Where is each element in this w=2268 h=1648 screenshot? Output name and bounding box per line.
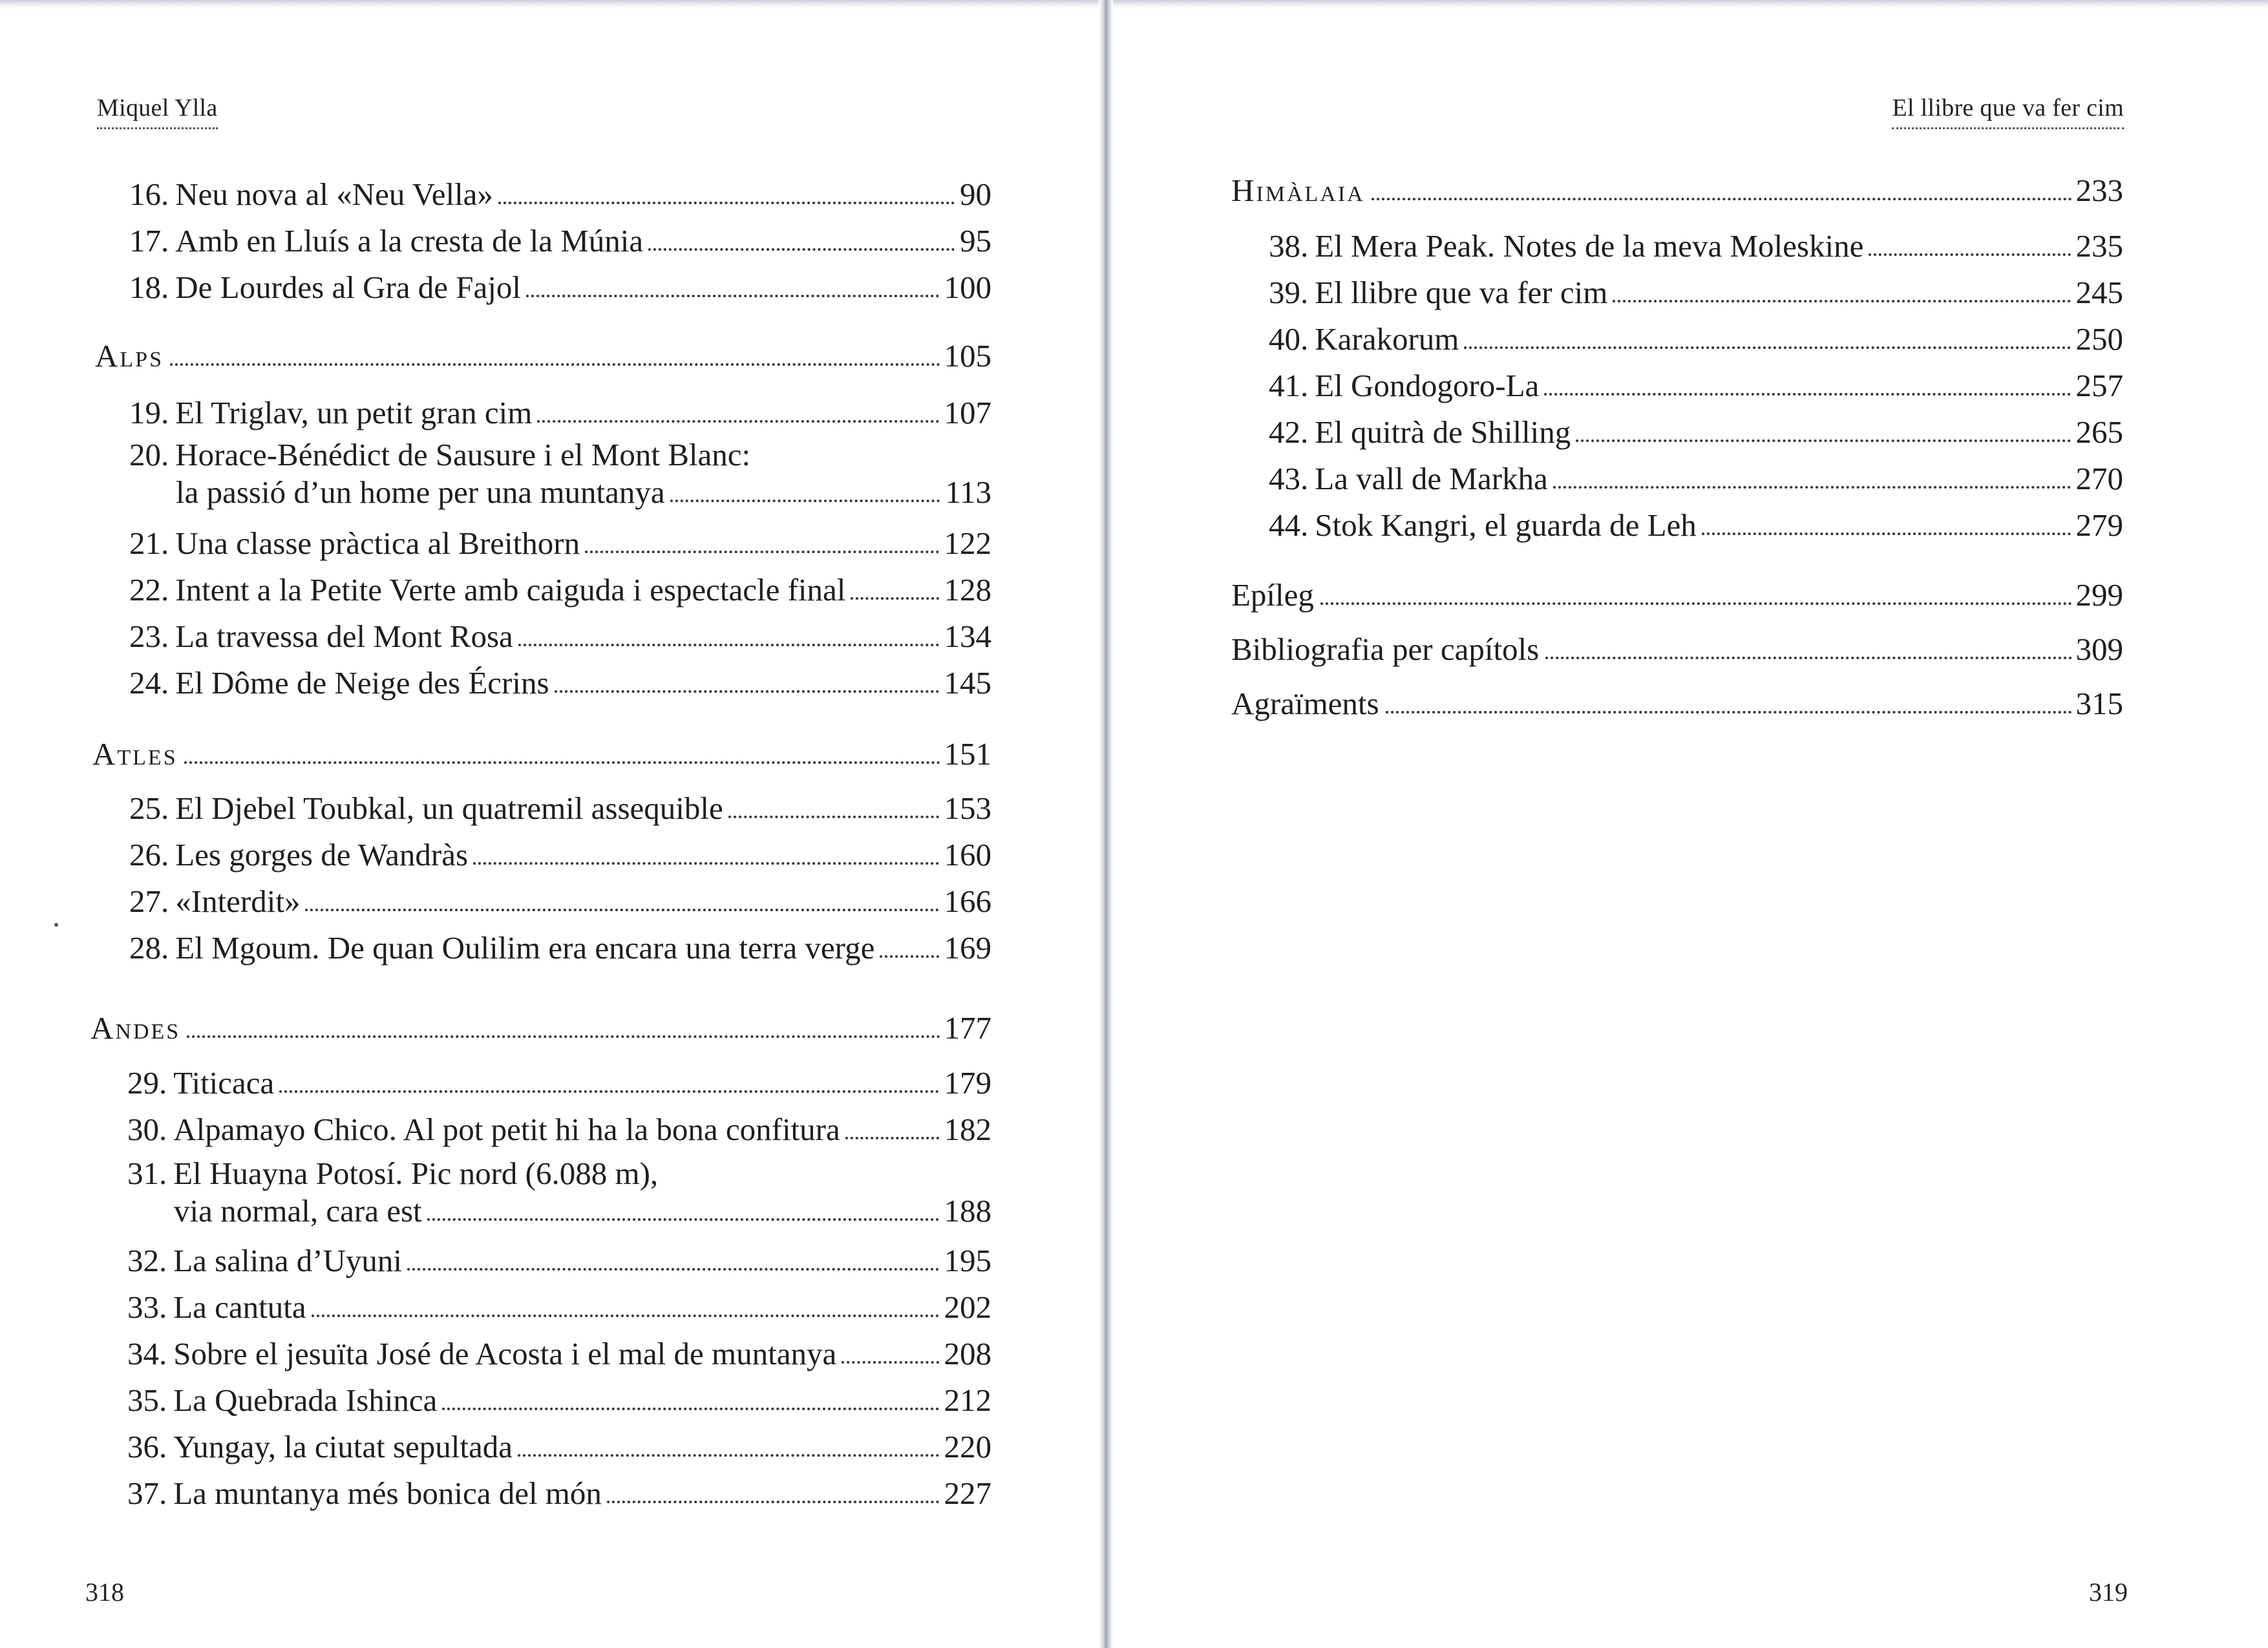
toc-entry-page: 182	[944, 1112, 991, 1147]
toc-entry-title: El Triglav, un petit gran cim	[175, 395, 533, 430]
toc-entry-title: El Huayna Potosí. Pic nord (6.088 m),	[173, 1156, 659, 1191]
toc-entry-title: La vall de Markha	[1315, 461, 1548, 496]
toc-entry-number: 34.	[127, 1336, 167, 1371]
section-page: 151	[944, 736, 991, 772]
dot-leader	[305, 909, 938, 911]
toc-entry-34	[127, 1335, 991, 1373]
backmatter-title: Epíleg	[1231, 577, 1314, 613]
toc-entry-page: 212	[944, 1382, 991, 1418]
backmatter-title: Agraïments	[1231, 686, 1379, 721]
toc-entry-page: 235	[2075, 228, 2123, 264]
toc-entry-27	[129, 883, 991, 920]
dot-leader	[1545, 657, 2072, 659]
toc-entry-number: 44.	[1269, 507, 1309, 543]
toc-entry-17	[129, 222, 991, 260]
toc-entry-page: 265	[2075, 414, 2123, 450]
toc-backmatter-epileg	[1231, 576, 2123, 614]
toc-entry-title: La Quebrada Ishinca	[173, 1382, 438, 1418]
toc-entry-number: 42.	[1269, 414, 1309, 450]
toc-section-himalaia	[1231, 172, 2123, 209]
toc-entry-title: Karakorum	[1315, 321, 1459, 357]
toc-section-alps	[95, 337, 991, 375]
toc-entry-title: La cantuta	[173, 1289, 306, 1325]
toc-entry-title-continued: via normal, cara est	[174, 1193, 422, 1229]
toc-entry-number: 27.	[129, 883, 169, 919]
book-gutter	[1099, 0, 1113, 1648]
toc-entry-number: 19.	[129, 395, 169, 430]
dot-leader	[1386, 711, 2072, 713]
toc-entry-page: 270	[2075, 461, 2123, 496]
running-head-author	[97, 94, 218, 129]
toc-entry-title: Stok Kangri, el guarda de Leh	[1315, 507, 1697, 543]
toc-entry-number: 30.	[127, 1112, 167, 1147]
dot-leader	[526, 295, 939, 297]
dot-leader	[555, 690, 939, 693]
toc-entry-25	[129, 790, 991, 827]
toc-entry-title: Intent a la Petite Verte amb caiguda i espectacle final	[175, 572, 846, 607]
toc-entry-33	[127, 1289, 991, 1326]
dot-leader	[585, 551, 938, 553]
section-title: Andes	[90, 1010, 181, 1046]
dot-leader	[518, 644, 939, 646]
dot-leader	[518, 1454, 938, 1457]
toc-entry-page: 160	[944, 837, 991, 872]
toc-entry-page: 202	[944, 1289, 991, 1325]
toc-entry-title: El Mgoum. De quan Oulilim era encara una terra verge	[175, 930, 875, 966]
toc-entry-title: Alpamayo Chico. Al pot petit hi ha la bona confitura	[173, 1112, 840, 1147]
toc-entry-number: 41.	[1269, 368, 1309, 403]
toc-entry-title: Yungay, la ciutat sepultada	[173, 1429, 513, 1464]
left-page	[0, 0, 1099, 1648]
dot-leader	[1372, 198, 2072, 200]
dot-leader	[312, 1315, 939, 1317]
toc-entry-20	[129, 436, 991, 511]
dot-leader	[670, 500, 940, 502]
toc-entry-title: El Mera Peak. Notes de la meva Moleskine	[1315, 228, 1864, 264]
toc-entry-19	[129, 394, 991, 432]
toc-entry-number: 29.	[127, 1065, 167, 1101]
toc-entry-title: De Lourdes al Gra de Fajol	[175, 269, 521, 305]
toc-entry-number: 35.	[127, 1382, 167, 1418]
toc-entry-number: 40.	[1269, 321, 1309, 357]
running-head-title	[1892, 94, 2124, 129]
toc-entry-35	[127, 1382, 991, 1419]
toc-entry-title: Titicaca	[173, 1065, 275, 1101]
toc-entry-23	[129, 618, 991, 655]
dot-leader	[728, 816, 939, 818]
toc-entry-32	[127, 1242, 991, 1280]
toc-entry-21	[129, 525, 991, 562]
toc-section-andes	[90, 1009, 991, 1047]
section-title: Himàlaia	[1231, 173, 1365, 208]
dot-leader	[1553, 486, 2071, 489]
toc-entry-28	[129, 929, 991, 967]
toc-entry-number: 21.	[129, 525, 169, 561]
toc-entry-number: 17.	[129, 223, 169, 259]
toc-entry-page: 95	[960, 223, 991, 259]
dot-leader	[1869, 253, 2070, 256]
toc-entry-page: 195	[944, 1243, 991, 1278]
toc-entry-number: 20.	[129, 437, 169, 472]
toc-entry-18	[129, 269, 991, 306]
toc-entry-number: 16.	[129, 176, 169, 212]
right-page	[1113, 0, 2268, 1648]
page-number-left: 318	[85, 1578, 124, 1607]
toc-entry-title-continued: la passió d’un home per una muntanya	[176, 474, 665, 510]
toc-entry-29	[127, 1064, 991, 1102]
dot-leader	[845, 1137, 939, 1139]
dot-leader	[1702, 533, 2071, 535]
toc-entry-page: 166	[944, 883, 991, 919]
toc-entry-page: 250	[2075, 321, 2123, 357]
section-title: Atles	[92, 736, 178, 772]
dot-leader	[880, 955, 938, 958]
toc-entry-title: Una classe pràctica al Breithorn	[175, 525, 580, 561]
toc-entry-number: 23.	[129, 618, 169, 654]
toc-entry-22	[129, 571, 991, 609]
running-head-rule	[1892, 127, 2124, 129]
toc-entry-title: Horace-Bénédict de Sausure i el Mont Blanc:	[175, 437, 751, 472]
dot-leader	[1464, 346, 2070, 349]
running-head-author-text: Miquel Ylla	[97, 94, 218, 121]
section-page: 177	[944, 1010, 991, 1046]
toc-entry-page: 279	[2075, 507, 2123, 543]
dot-leader	[170, 363, 940, 366]
toc-entry-41	[1269, 367, 2123, 405]
toc-entry-title: Amb en Lluís a la cresta de la Múnia	[175, 223, 644, 259]
dot-leader	[407, 1268, 938, 1271]
backmatter-title: Bibliografia per capítols	[1231, 631, 1540, 667]
toc-entry-title: Les gorges de Wandràs	[175, 837, 469, 872]
toc-entry-page: 100	[944, 269, 991, 305]
toc-backmatter-agraiments	[1231, 685, 2123, 723]
toc-entry-number: 36.	[127, 1429, 167, 1464]
dot-leader	[184, 761, 940, 764]
toc-entry-30	[127, 1111, 991, 1148]
toc-entry-number: 38.	[1269, 228, 1309, 264]
toc-entry-37	[127, 1475, 991, 1512]
backmatter-page: 309	[2075, 631, 2123, 667]
toc-entry-36	[127, 1428, 991, 1466]
toc-entry-number: 26.	[129, 837, 169, 872]
toc-entry-title: El Dôme de Neige des Écrins	[175, 665, 549, 701]
toc-entry-page: 153	[944, 790, 991, 826]
toc-entry-number: 43.	[1269, 461, 1309, 496]
toc-entry-31	[127, 1155, 991, 1230]
toc-entry-number: 32.	[127, 1243, 167, 1278]
dot-leader	[427, 1218, 939, 1221]
dot-leader	[442, 1408, 938, 1410]
dot-leader	[473, 862, 938, 865]
dot-leader	[498, 202, 955, 204]
toc-entry-title: El Djebel Toubkal, un quatremil assequible	[175, 790, 723, 826]
dot-leader	[537, 420, 938, 423]
toc-entry-43	[1269, 460, 2123, 498]
section-page: 105	[944, 338, 991, 374]
dot-leader	[1544, 393, 2070, 396]
dot-leader	[648, 248, 955, 251]
dot-leader	[1613, 300, 2070, 302]
toc-entry-title: La muntanya més bonica del món	[173, 1475, 602, 1511]
toc-entry-number: 33.	[127, 1289, 167, 1325]
toc-entry-number: 24.	[129, 665, 169, 701]
backmatter-page: 315	[2075, 686, 2123, 721]
toc-entry-title: El quitrà de Shilling	[1315, 414, 1571, 450]
toc-entry-page: 245	[2075, 275, 2123, 310]
toc-entry-number: 39.	[1269, 275, 1309, 310]
toc-entry-number: 22.	[129, 572, 169, 607]
toc-entry-page: 179	[944, 1065, 991, 1101]
toc-entry-number: 37.	[127, 1475, 167, 1511]
toc-entry-24	[129, 664, 991, 702]
dot-leader	[187, 1035, 940, 1038]
dot-leader	[842, 1361, 938, 1364]
toc-entry-page: 122	[944, 525, 991, 561]
toc-entry-title: La travessa del Mont Rosa	[175, 618, 513, 654]
toc-backmatter-bibliografia	[1231, 631, 2123, 668]
backmatter-page: 299	[2075, 577, 2123, 613]
toc-entry-page: 128	[944, 572, 991, 607]
toc-section-atles	[92, 735, 991, 773]
toc-entry-page: 113	[945, 474, 991, 510]
toc-entry-page: 220	[944, 1429, 991, 1464]
section-title: Alps	[95, 338, 164, 374]
toc-entry-38	[1269, 227, 2123, 265]
toc-entry-42	[1269, 414, 2123, 451]
toc-entry-39	[1269, 274, 2123, 312]
toc-entry-page: 208	[944, 1336, 991, 1371]
toc-entry-title: La salina d’Uyuni	[173, 1243, 403, 1278]
toc-entry-16	[129, 176, 991, 213]
toc-entry-page: 227	[944, 1475, 991, 1511]
toc-entry-title: Neu nova al «Neu Vella»	[175, 176, 493, 212]
toc-entry-title: El llibre que va fer cim	[1315, 275, 1608, 310]
toc-entry-40	[1269, 321, 2123, 358]
dot-leader	[851, 597, 938, 600]
toc-entry-number: 28.	[129, 930, 169, 966]
toc-entry-number: 18.	[129, 269, 169, 305]
toc-entry-title: Sobre el jesuïta José de Acosta i el mal de muntanya	[173, 1336, 837, 1371]
page-number-right: 319	[2089, 1578, 2128, 1607]
toc-entry-page: 188	[944, 1193, 991, 1229]
toc-entry-title: El Gondogoro-La	[1315, 368, 1540, 403]
toc-entry-page: 134	[944, 618, 991, 654]
toc-entry-title: «Interdit»	[175, 883, 301, 919]
running-head-rule	[97, 127, 218, 129]
toc-entry-44	[1269, 507, 2123, 544]
scan-speck	[54, 923, 58, 927]
dot-leader	[1320, 602, 2072, 605]
dot-leader	[1576, 439, 2070, 442]
section-page: 233	[2075, 173, 2123, 208]
toc-entry-page: 145	[944, 665, 991, 701]
running-head-title-text: El llibre que va fer cim	[1892, 94, 2124, 121]
toc-entry-page: 169	[944, 930, 991, 966]
dot-leader	[607, 1501, 939, 1503]
toc-entry-number: 31.	[127, 1156, 167, 1191]
toc-entry-page: 90	[960, 176, 991, 212]
toc-entry-page: 107	[944, 395, 991, 430]
toc-entry-page: 257	[2075, 368, 2123, 403]
toc-entry-number: 25.	[129, 790, 169, 826]
dot-leader	[279, 1090, 938, 1093]
toc-entry-26	[129, 836, 991, 874]
